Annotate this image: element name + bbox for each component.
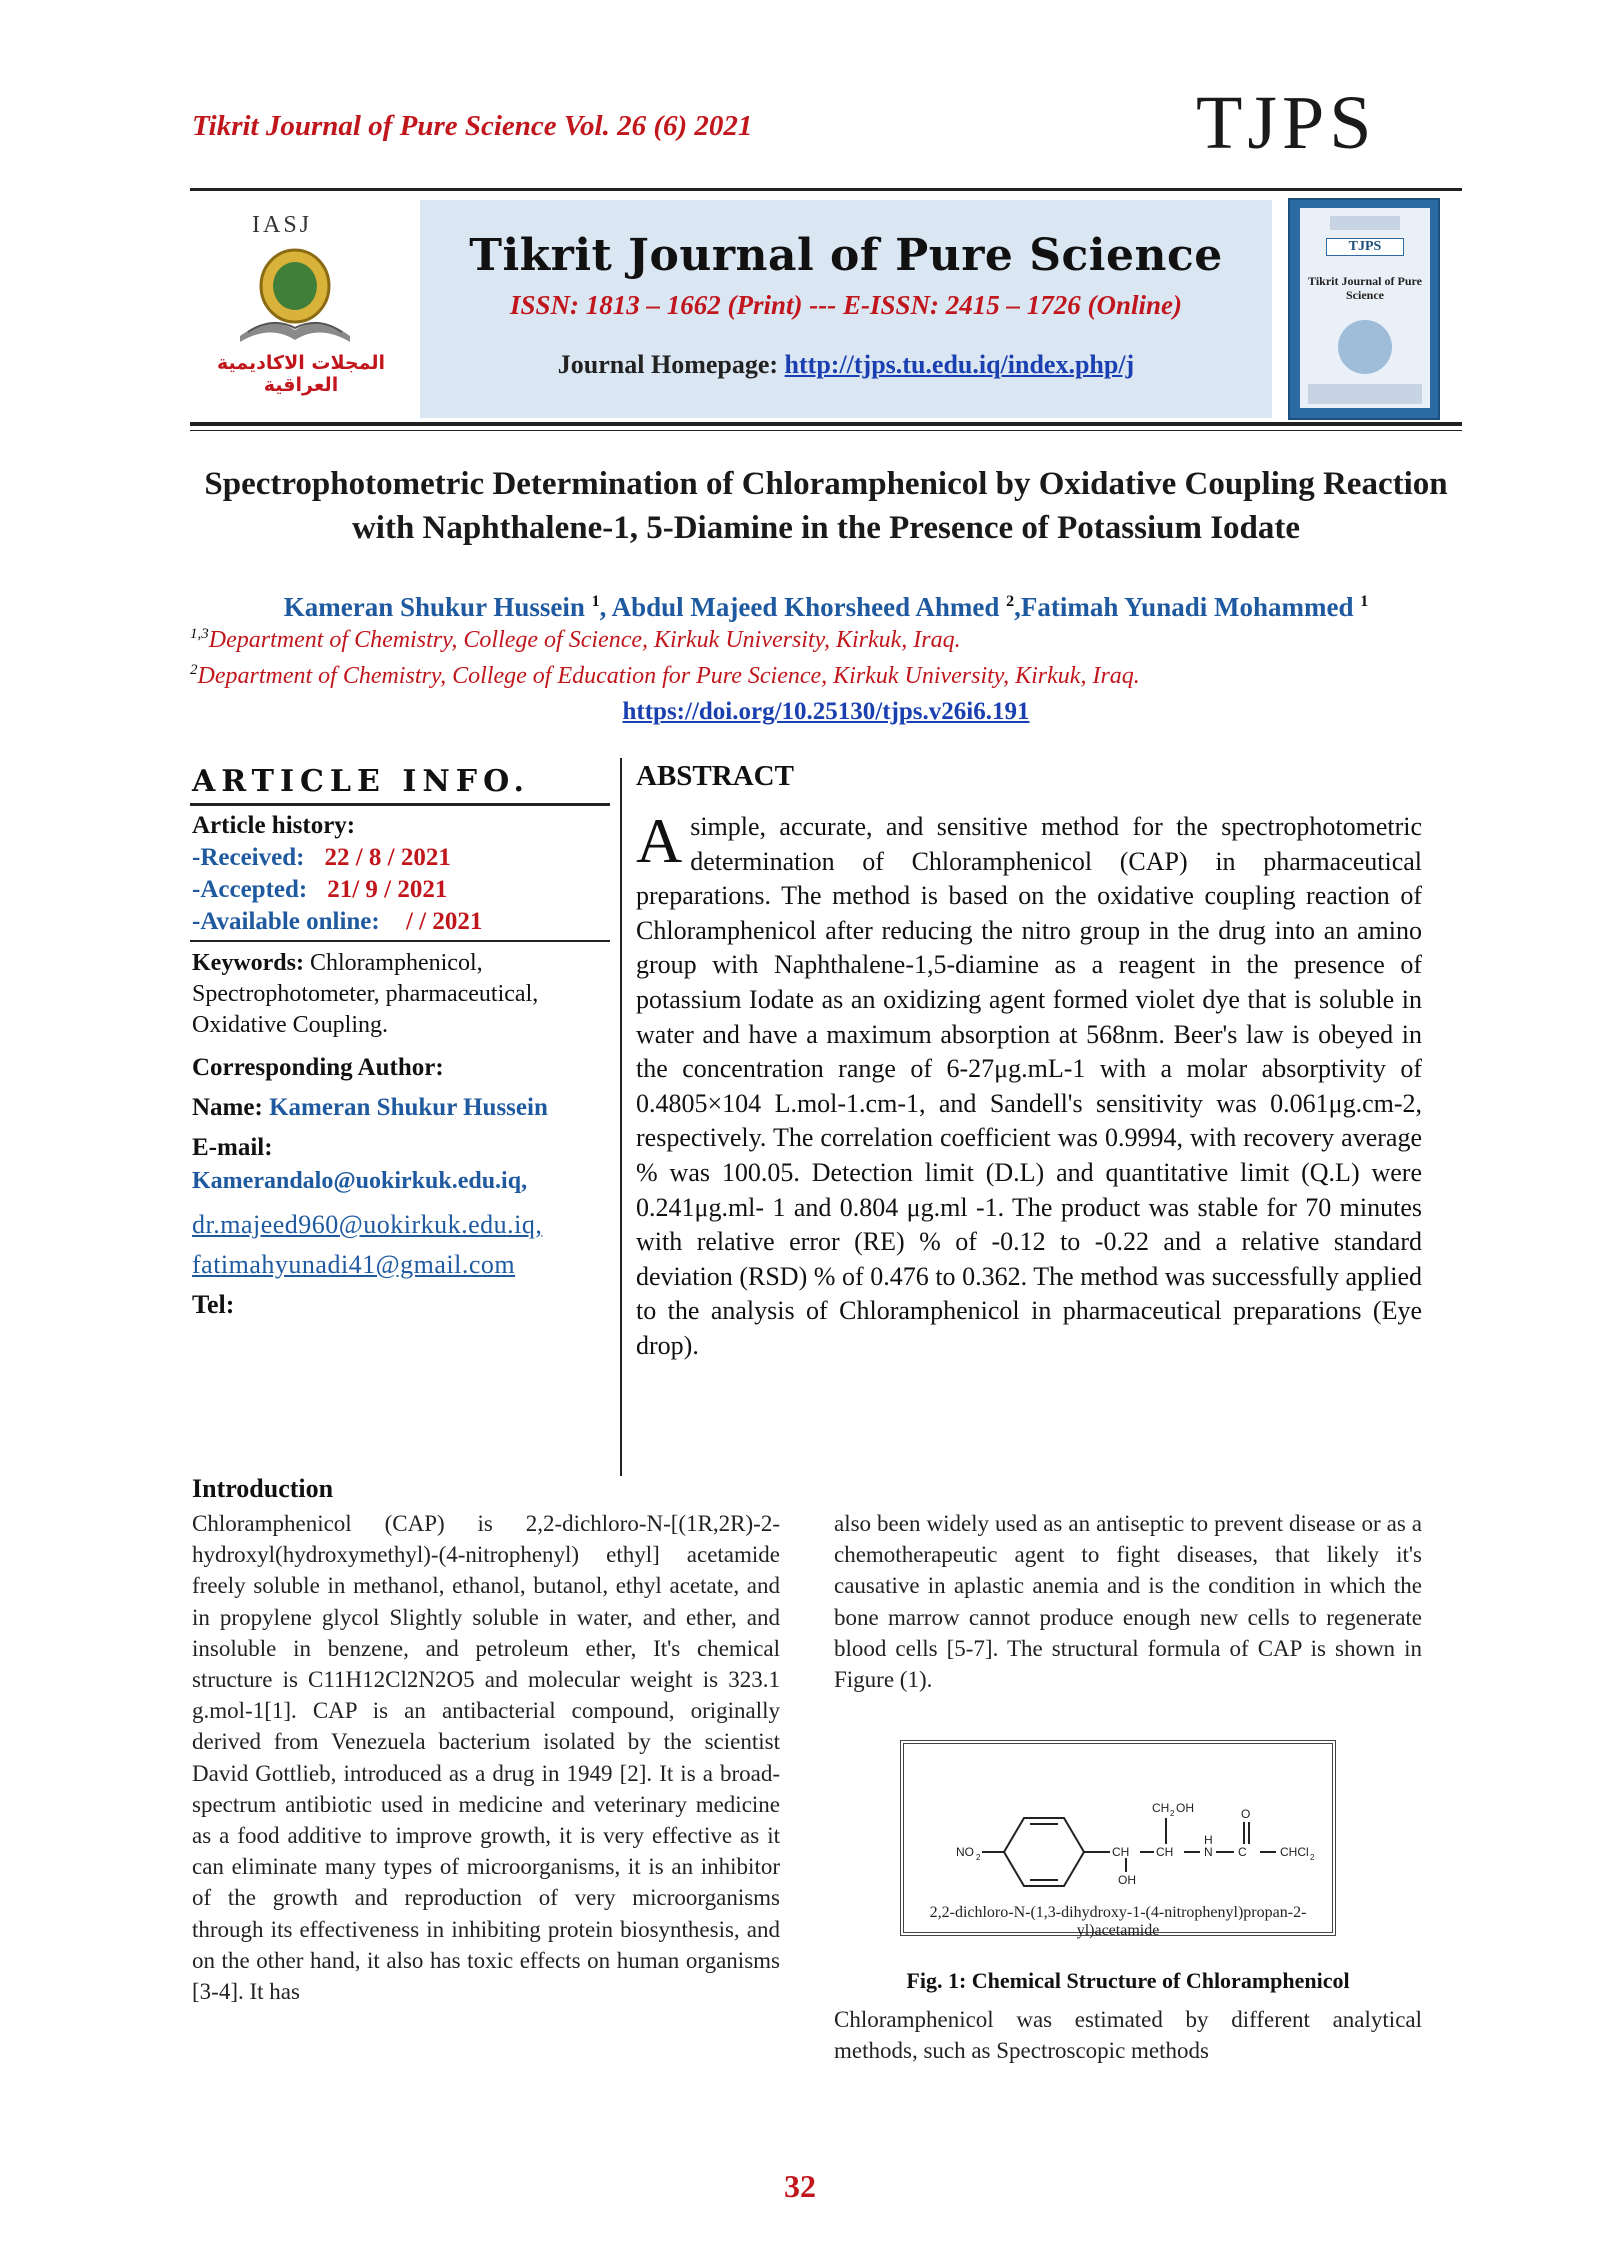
accepted-date: 21/ 9 / 2021 (327, 876, 448, 903)
author-name: Fatimah Yunadi Mohammed (1020, 592, 1354, 622)
email-link-1[interactable]: Kamerandalo@uokirkuk.edu.iq, (192, 1168, 528, 1194)
svg-text:O: O (1241, 1807, 1251, 1821)
affiliation-1-mark: 1,3 (190, 626, 209, 642)
figure-caption: Fig. 1: Chemical Structure of Chloramphenicol (906, 1968, 1350, 1993)
online-line (192, 906, 612, 938)
introduction-right-continuation: Chloramphenicol was estimated by different analytical methods, such as Spectroscopic methods (834, 2007, 1422, 2064)
cover-header-strip (1330, 216, 1400, 230)
email-link-3[interactable]: fatimahyunadi41@gmail.com (192, 1250, 516, 1279)
banner-rule-thick (190, 422, 1462, 426)
journal-name: Tikrit Journal of Pure Science (469, 230, 1223, 281)
homepage-label: Journal Homepage: (557, 350, 785, 379)
page-number: 32 (784, 2168, 816, 2204)
affiliation-2 (190, 662, 1250, 690)
author-affiliation-mark: 2 (1006, 593, 1015, 610)
accepted-label: -Accepted: (192, 876, 308, 903)
abstract-dropcap: A (636, 805, 683, 876)
author-name: Abdul Majeed Khorsheed Ahmed (611, 592, 1000, 622)
svg-text:N: N (1204, 1845, 1213, 1859)
introduction-right-column: also been widely used as an antiseptic to prevent disease or as a chemotherapeutic agent to fight diseases, that likely it's causative in aplastic anemia and is the condition in which the bone marrow cannot produce enough new cells to regenerate blood cells [5-7]. The structural formula of CAP is shown in Figure (1). (834, 1511, 1422, 1693)
svg-text:2: 2 (976, 1853, 981, 1862)
article-info-rule (190, 803, 610, 806)
running-head: Tikrit Journal of Pure Science Vol. 26 (6) 2021 (192, 110, 753, 142)
svg-text:OH: OH (1118, 1873, 1136, 1887)
iasj-emblem-icon (230, 244, 360, 344)
affiliation-2-text: Department of Chemistry, College of Education for Pure Science, Kirkuk University, Kirkuk, Iraq. (197, 663, 1140, 689)
journal-homepage (420, 350, 1272, 380)
introduction-left-column: Chloramphenicol (CAP) is 2,2-dichloro-N-[(1R,2R)-2-hydroxyl(hydroxymethyl)-(4-nitrophenyl) ethyl] acetamide freely soluble in methanol, ethanol, butanol, ethyl acetate, and in propylene glycol Slightly soluble in water, and ether, and insoluble in benzene, and petroleum ether, It's chemical structure is C11H12Cl2N2O5 and molecular weight is 323.1 g.mol-1[1]. CAP is an antibacterial compound, originally derived from Venezuela bacterium isolated by the scientist David Gottlieb, introduced as a drug in 1949 [2]. It is a broad-spectrum antibiotic used in medicine and veterinary medicine as a food additive to improve growth, it is very effective as it can eliminate many types of microorganisms, it is an inhibitor of the growth and reproduction of very microorganisms through its effectiveness in inhibiting protein biosynthesis, and on the other hand, it also has toxic effects on human organisms [3-4]. It has (192, 1511, 780, 2005)
doi-link[interactable]: https://doi.org/10.25130/tjps.v26i6.191 (622, 698, 1030, 725)
article-history (192, 810, 612, 938)
abstract-heading: ABSTRACT (636, 760, 794, 792)
column-divider (620, 758, 622, 1476)
received-date: 22 / 8 / 2021 (324, 844, 451, 871)
chloramphenicol-structure-icon (904, 1744, 1332, 1904)
cover-title: Tikrit Journal of Pure Science (1308, 274, 1422, 302)
cover-footer-strip (1308, 384, 1422, 404)
received-label: -Received: (192, 844, 305, 871)
tel-label: Tel: (192, 1290, 235, 1319)
introduction-heading: Introduction (192, 1474, 334, 1503)
svg-text:2: 2 (1310, 1853, 1315, 1862)
iasj-arabic-text: المجلات الاكاديمية العراقية (217, 352, 385, 396)
abstract-body: simple, accurate, and sensitive method for the spectrophotometric determination of Chloramphenicol (CAP) in pharmaceutical preparations. The method is based on the oxidative coupling reaction of Chloramphenicol after reducing the nitro group in the drug into an amino group with Naphthalene-1,5-diamine as a reagent in the presence of potassium Iodate as an oxidizing agent formed violet dye that is soluble in water and have a maximum absorption at 568nm. Beer's law is obeyed in the concentration range of 6-27μg.mL-1 with a molar absorptivity of 0.4805×104 L.mol-1.cm-1, and Sandell's sensitivity was 0.061μg.cm-2, respectively. The correlation coefficient was 0.9994, with recovery average % was 100.05. Detection limit (D.L) and quantitative limit (Q.L) were 0.241μg.ml- 1 and 0.804 μg.ml -1. The product was stable for 70 minutes with relative error (RE) % of -0.12 to -0.22 and a relative standard deviation (RSD) % of 0.476 to 0.362. The method was successfully applied to the analysis of Chloramphenicol in pharmaceutical preparations (Eye drop). (636, 812, 1422, 1360)
corresponding-author (192, 1048, 612, 1168)
author-affiliation-mark: 1 (1360, 593, 1369, 610)
history-title: Article history: (192, 812, 356, 839)
journal-banner (420, 200, 1272, 418)
iasj-label: IASJ (252, 212, 313, 238)
cover-page (1300, 208, 1430, 408)
keywords (192, 948, 612, 1041)
name-label: Name: (192, 1094, 270, 1121)
tjps-logo: TJPS (1196, 81, 1377, 165)
author-affiliation-mark: 1 (591, 593, 600, 610)
abstract-text (636, 805, 1422, 1364)
cover-emblem-icon (1338, 320, 1392, 374)
svg-text:2: 2 (1170, 1809, 1175, 1818)
svg-text:H: H (1204, 1833, 1213, 1847)
cover-badge: TJPS (1326, 238, 1404, 256)
history-rule (190, 940, 610, 942)
accepted-line (192, 874, 612, 906)
article-info-heading: ARTICLE INFO. (192, 764, 530, 799)
affiliation-1-text: Department of Chemistry, College of Science, Kirkuk University, Kirkuk, Iraq. (208, 627, 961, 653)
figure-structure-name: 2,2-dichloro-N-(1,3-dihydroxy-1-(4-nitrophenyl)propan-2-yl)acetamide (929, 1904, 1307, 1939)
iasj-logo (190, 206, 412, 396)
name-value: Kameran Shukur Hussein (269, 1094, 548, 1121)
svg-text:NO: NO (956, 1845, 974, 1859)
affiliation-1 (190, 626, 1090, 654)
svg-text:OH: OH (1176, 1801, 1194, 1815)
journal-cover-thumbnail (1288, 198, 1440, 420)
online-label: -Available online: (192, 908, 380, 935)
svg-text:CH: CH (1112, 1845, 1130, 1859)
email-label: E-mail: (192, 1134, 273, 1161)
corresponding-name (192, 1088, 612, 1128)
svg-text:CHCl: CHCl (1280, 1845, 1309, 1859)
svg-text:C: C (1238, 1845, 1247, 1859)
author-list: Kameran Shukur Hussein $^1$, Abdul Majeed Khorsheed Ahmed $^2$,Fatimah Yunadi Mohammed $^1$ (283, 592, 1369, 622)
affiliation-2-mark: 2 (190, 662, 198, 678)
header-rule (190, 188, 1462, 191)
article-title: Spectrophotometric Determination of Chloramphenicol by Oxidative Coupling Reaction with Naphthalene-1, 5-Diamine in the Presence of Potassium Iodate (204, 466, 1448, 546)
received-line (192, 842, 612, 874)
online-date: / / 2021 (399, 908, 483, 935)
chemical-structure-figure (900, 1740, 1336, 1939)
issn-line: ISSN: 1813 – 1662 (Print) --- E-ISSN: 2415 – 1726 (Online) (509, 290, 1183, 320)
banner-rule-thin (190, 430, 1462, 431)
doi (190, 698, 1462, 726)
keywords-text: Chloramphenicol, Spectrophotometer, pharmaceutical, Oxidative Coupling. (192, 950, 539, 1038)
keywords-label: Keywords: (192, 950, 304, 976)
corresponding-label: Corresponding Author: (192, 1054, 444, 1081)
author-name: Kameran Shukur Hussein (283, 592, 585, 622)
email-link-2[interactable]: dr.majeed960@uokirkuk.edu.iq, (192, 1210, 543, 1239)
svg-text:CH: CH (1156, 1845, 1174, 1859)
homepage-link[interactable]: http://tjps.tu.edu.iq/index.php/j (784, 350, 1135, 379)
svg-text:CH: CH (1152, 1801, 1170, 1815)
